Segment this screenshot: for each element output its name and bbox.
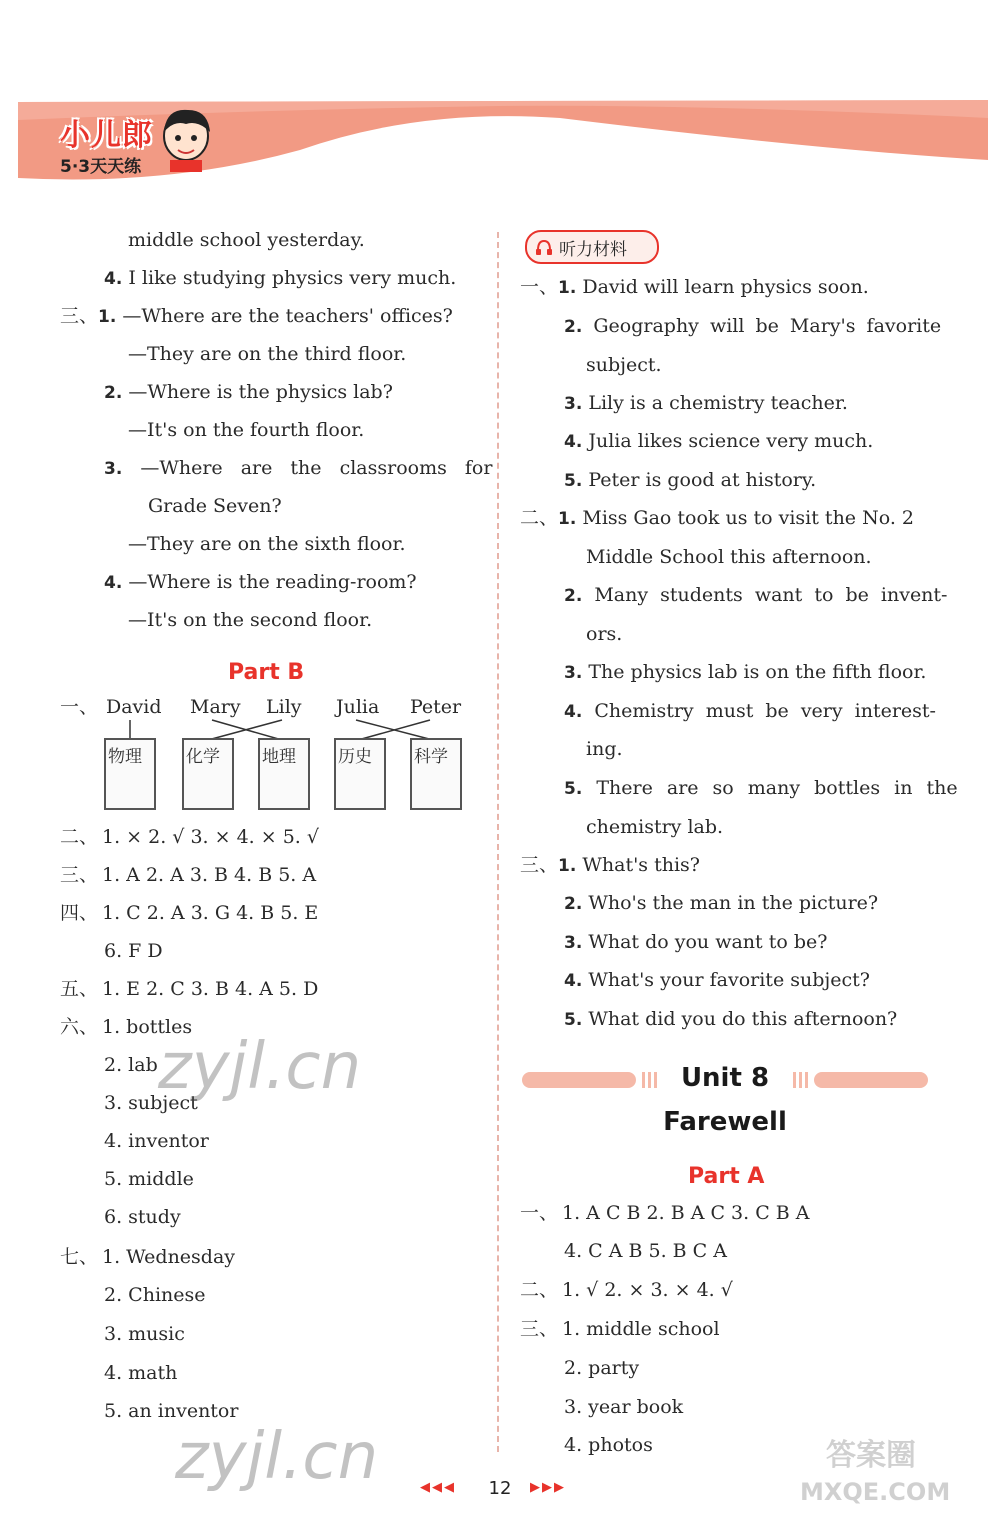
watermark: zyjl.cn xyxy=(158,1030,362,1104)
brand-subtitle: 5·3天天练 xyxy=(60,157,142,177)
listening-material-badge: 听力材料 xyxy=(525,230,659,264)
text-line: chemistry lab. xyxy=(586,816,724,838)
name-mary: Mary xyxy=(190,696,241,718)
answer-line: 一、 1. A C B 2. B A C 3. C B A xyxy=(520,1202,810,1224)
next-arrows-icon: ▶▶▶ xyxy=(530,1480,566,1495)
unit-name: Farewell xyxy=(663,1107,787,1137)
answer-line: 2. lab xyxy=(104,1054,158,1076)
text-line: 4. —Where is the reading-room? xyxy=(104,571,417,593)
text-line: 3. —Where are the classrooms for xyxy=(104,457,493,479)
text-line: 2. Many students want to be invent- xyxy=(564,584,948,606)
watermark: MXQE.COM xyxy=(800,1478,951,1506)
answer-line: 三、 1. middle school xyxy=(520,1318,720,1340)
page-number: 12 xyxy=(488,1478,512,1499)
answer-line: 5. middle xyxy=(104,1168,194,1190)
answer-line: 3. year book xyxy=(564,1396,684,1418)
text-line: Middle School this afternoon. xyxy=(586,546,872,568)
book-science-icon: 科学 xyxy=(410,738,462,810)
text-line: middle school yesterday. xyxy=(128,229,365,251)
book-history-icon: 历史 xyxy=(334,738,386,810)
text-line: subject. xyxy=(586,354,662,376)
unit-number: Unit 8 xyxy=(680,1063,770,1093)
text-line: 2. Who's the man in the picture? xyxy=(564,892,879,914)
brand-logo: 小儿郎 xyxy=(60,118,153,153)
text-line: 4. Chemistry must be very interest- xyxy=(564,700,936,722)
text-line: 5. There are so many bottles in the xyxy=(564,777,958,799)
text-line: —They are on the third floor. xyxy=(128,343,407,365)
book-physics-icon: 物理 xyxy=(104,738,156,810)
text-line: 4. I like studying physics very much. xyxy=(104,267,457,289)
watermark: zyjl.cn xyxy=(175,1420,379,1494)
answer-line: 2. party xyxy=(564,1357,640,1379)
answer-line: 四、 1. C 2. A 3. G 4. B 5. E xyxy=(60,902,319,924)
answer-line: 3. subject xyxy=(104,1092,198,1114)
text-line: 3. What do you want to be? xyxy=(564,931,828,953)
answer-line: 2. Chinese xyxy=(104,1284,206,1306)
text-line: 2. —Where is the physics lab? xyxy=(104,381,393,403)
text-line: 3. Lily is a chemistry teacher. xyxy=(564,392,848,414)
text-line: 4. Julia likes science very much. xyxy=(564,430,874,452)
text-line: —It's on the fourth floor. xyxy=(128,419,365,441)
answer-line: 五、 1. E 2. C 3. B 4. A 5. D xyxy=(60,978,319,1000)
text-line: ors. xyxy=(586,623,623,645)
answer-line: 4. C A B 5. B C A xyxy=(564,1240,727,1262)
part-b-title: Part B xyxy=(228,660,305,685)
name-peter: Peter xyxy=(410,696,462,718)
text-line: 4. What's your favorite subject? xyxy=(564,969,870,991)
name-julia: Julia xyxy=(336,696,380,718)
watermark: 答案圈 xyxy=(826,1438,916,1473)
headphone-icon xyxy=(535,238,553,256)
text-line: 三、1. What's this? xyxy=(520,854,700,876)
name-lily: Lily xyxy=(266,696,302,718)
answer-line: 二、 1. × 2. √ 3. × 4. × 5. √ xyxy=(60,826,319,848)
answer-line: 4. math xyxy=(104,1362,178,1384)
answer-line: 6. F D xyxy=(104,940,163,962)
part-a-title: Part A xyxy=(688,1164,765,1189)
matching-lines xyxy=(0,0,1000,760)
answer-line: 4. photos xyxy=(564,1434,653,1456)
text-line: 三、1. —Where are the teachers' offices? xyxy=(60,305,453,327)
answer-line: 三、 1. A 2. A 3. B 4. B 5. A xyxy=(60,864,317,886)
answer-line: 3. music xyxy=(104,1323,185,1345)
text-line: —It's on the second floor. xyxy=(128,609,373,631)
answer-line: 5. an inventor xyxy=(104,1400,239,1422)
text-line: 3. The physics lab is on the fifth floor. xyxy=(564,661,927,683)
answer-line: 七、 1. Wednesday xyxy=(60,1246,236,1268)
name-david: David xyxy=(106,696,162,718)
text-line: ing. xyxy=(586,738,623,760)
text-line: Grade Seven? xyxy=(148,495,282,517)
text-line: 二、1. Miss Gao took us to visit the No. 2 xyxy=(520,507,914,529)
book-chemistry-icon: 化学 xyxy=(182,738,234,810)
text-line: —They are on the sixth floor. xyxy=(128,533,406,555)
answer-line: 六、 1. bottles xyxy=(60,1016,193,1038)
answer-line: 6. study xyxy=(104,1206,181,1228)
section-marker: 一、 xyxy=(60,696,99,718)
book-geography-icon: 地理 xyxy=(258,738,310,810)
text-line: 5. Peter is good at history. xyxy=(564,469,817,491)
prev-arrows-icon: ◀◀◀ xyxy=(420,1480,456,1495)
text-line: 一、1. David will learn physics soon. xyxy=(520,276,869,298)
text-line: 2. Geography will be Mary's favorite xyxy=(564,315,942,337)
text-line: 5. What did you do this afternoon? xyxy=(564,1008,898,1030)
answer-line: 二、 1. √ 2. × 3. × 4. √ xyxy=(520,1279,733,1301)
answer-line: 4. inventor xyxy=(104,1130,209,1152)
